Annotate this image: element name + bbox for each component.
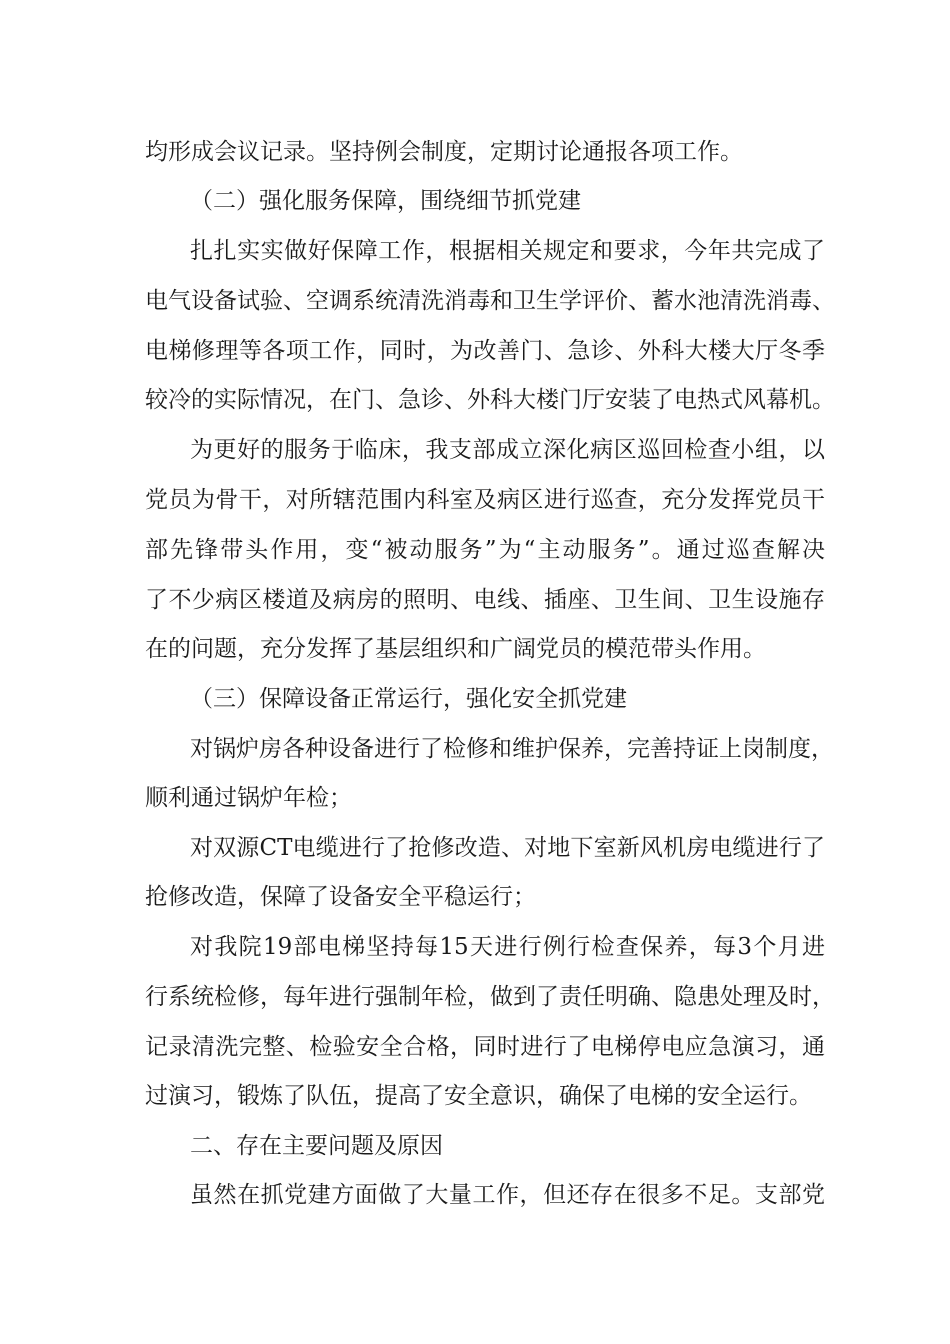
text-line: 对锅炉房各种设备进行了检修和维护保养，完善持证上岗制度， — [190, 736, 834, 762]
text-line: 在的问题，充分发挥了基层组织和广阔党员的模范带头作用。 — [145, 636, 766, 662]
section-heading: 二、存在主要问题及原因 — [190, 1133, 443, 1159]
section-heading: （二）强化服务保障，围绕细节抓党建 — [190, 188, 581, 214]
text-line: 虽然在抓党建方面做了大量工作，但还存在很多不足。支部党 — [190, 1182, 825, 1208]
text-line: 对双源CT电缆进行了抢修改造、对地下室新风机房电缆进行了 — [190, 835, 825, 861]
text-line: 行系统检修，每年进行强制年检，做到了责任明确、隐患处理及时， — [145, 984, 835, 1010]
text-line: 顺利通过锅炉年检； — [145, 785, 352, 811]
text-line: 了不少病区楼道及病房的照明、电线、插座、卫生间、卫生设施存 — [145, 587, 825, 613]
text-line: 较冷的实际情况，在门、急诊、外科大楼门厅安装了电热式风幕机。 — [145, 387, 835, 413]
section-heading: （三）保障设备正常运行，强化安全抓党建 — [190, 686, 627, 712]
text-line: 过演习，锻炼了队伍，提高了安全意识，确保了电梯的安全运行。 — [145, 1083, 812, 1109]
text-line: 抢修改造，保障了设备安全平稳运行； — [145, 884, 536, 910]
text-line: 对我院19部电梯坚持每15天进行例行检查保养，每3个月进 — [190, 934, 825, 960]
text-line: 扎扎实实做好保障工作，根据相关规定和要求，今年共完成了 — [190, 238, 825, 264]
text-line: 党员为骨干，对所辖范围内科室及病区进行巡查，充分发挥党员干 — [145, 487, 825, 513]
text-line: 均形成会议记录。坚持例会制度，定期讨论通报各项工作。 — [145, 139, 743, 165]
text-line: 为更好的服务于临床，我支部成立深化病区巡回检查小组，以 — [190, 437, 825, 463]
text-line: 记录清洗完整、检验安全合格，同时进行了电梯停电应急演习，通 — [145, 1034, 825, 1060]
text-line: 部先锋带头作用，变“被动服务”为“主动服务”。通过巡查解决 — [145, 537, 825, 563]
text-line: 电气设备试验、空调系统清洗消毒和卫生学评价、蓄水池清洗消毒、 — [145, 288, 835, 314]
text-line: 电梯修理等各项工作，同时，为改善门、急诊、外科大楼大厅冬季 — [145, 338, 825, 364]
